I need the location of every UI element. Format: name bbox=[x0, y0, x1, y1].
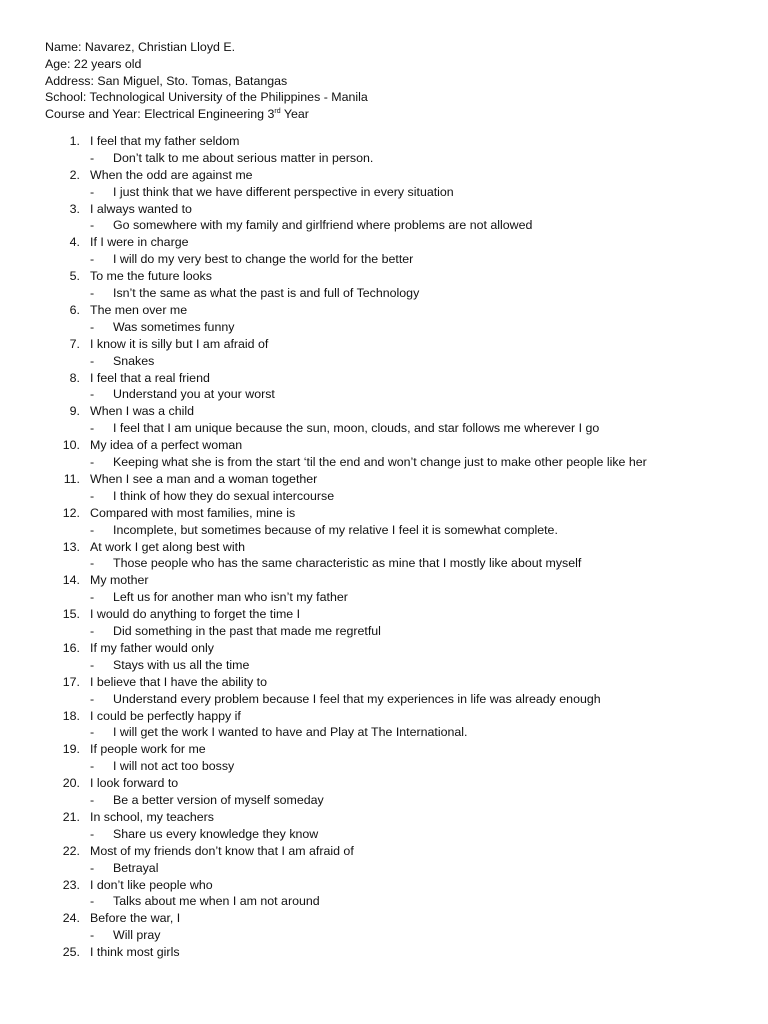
item-number: 20. bbox=[62, 776, 80, 791]
answer-line bbox=[0, 285, 768, 302]
list-item bbox=[0, 606, 768, 640]
answer-dash: - bbox=[90, 793, 95, 808]
address-line: Address: San Miguel, Sto. Tomas, Batangas bbox=[45, 73, 288, 88]
item-number: 8. bbox=[69, 370, 80, 385]
prompt-line bbox=[0, 370, 768, 387]
item-number: 12. bbox=[62, 505, 80, 520]
list-item bbox=[0, 775, 768, 809]
prompt-line bbox=[0, 674, 768, 691]
answer-line bbox=[0, 420, 768, 437]
answer-line bbox=[0, 454, 768, 471]
answer-line bbox=[0, 386, 768, 403]
prompt-line bbox=[0, 234, 768, 251]
prompt-text: If I were in charge bbox=[90, 235, 189, 250]
prompt-text: Most of my friends don’t know that I am afraid of bbox=[90, 843, 354, 858]
answer-line bbox=[0, 353, 768, 370]
list-item bbox=[0, 843, 768, 877]
answer-line bbox=[0, 150, 768, 167]
course-year-line bbox=[45, 106, 745, 123]
item-number: 13. bbox=[62, 539, 80, 554]
prompt-text: I feel that a real friend bbox=[90, 370, 210, 385]
prompt-text: In school, my teachers bbox=[90, 809, 214, 824]
answer-text: Did something in the past that made me regretful bbox=[113, 624, 381, 639]
list-item bbox=[0, 539, 768, 573]
answer-line bbox=[0, 826, 768, 843]
answer-text: Be a better version of myself someday bbox=[113, 793, 324, 808]
answer-dash: - bbox=[90, 657, 95, 672]
prompt-text: The men over me bbox=[90, 302, 188, 317]
answer-dash: - bbox=[90, 252, 95, 267]
answer-dash: - bbox=[90, 826, 95, 841]
prompt-text: If my father would only bbox=[90, 640, 214, 655]
prompt-text: My idea of a perfect woman bbox=[90, 438, 243, 453]
answer-line bbox=[0, 860, 768, 877]
answer-text: Go somewhere with my family and girlfriend where problems are not allowed bbox=[113, 218, 533, 233]
item-number: 9. bbox=[69, 404, 80, 419]
list-item bbox=[0, 708, 768, 742]
answer-text: Snakes bbox=[113, 353, 155, 368]
list-item bbox=[0, 572, 768, 606]
list-item bbox=[0, 370, 768, 404]
answer-dash: - bbox=[90, 522, 95, 537]
prompt-text: I feel that my father seldom bbox=[90, 134, 240, 148]
answer-line bbox=[0, 792, 768, 809]
list-item bbox=[0, 167, 768, 201]
answer-text: Don’t talk to me about serious matter in person. bbox=[113, 150, 374, 165]
prompt-text: I know it is silly but I am afraid of bbox=[90, 336, 269, 351]
answer-line bbox=[0, 657, 768, 674]
item-number: 11. bbox=[63, 471, 80, 486]
prompt-line bbox=[0, 539, 768, 556]
item-number: 4. bbox=[69, 235, 80, 250]
item-number: 22. bbox=[62, 843, 80, 858]
answer-line bbox=[0, 217, 768, 234]
answer-dash: - bbox=[90, 218, 95, 233]
answer-line bbox=[0, 691, 768, 708]
prompt-line bbox=[0, 877, 768, 894]
list-item bbox=[0, 505, 768, 539]
list-item bbox=[0, 910, 768, 944]
prompt-line bbox=[0, 505, 768, 522]
item-number: 24. bbox=[62, 911, 80, 926]
item-number: 15. bbox=[62, 607, 80, 622]
answer-dash: - bbox=[90, 590, 95, 605]
prompt-text: My mother bbox=[90, 573, 149, 588]
item-number: 1. bbox=[69, 134, 80, 148]
list-item bbox=[0, 877, 768, 911]
answer-dash: - bbox=[90, 624, 95, 639]
answer-text: Betrayal bbox=[113, 860, 159, 875]
item-number: 2. bbox=[69, 167, 80, 182]
prompt-line bbox=[0, 471, 768, 488]
answer-line bbox=[0, 488, 768, 505]
item-number: 21. bbox=[62, 809, 80, 824]
answer-text: I feel that I am unique because the sun, moon, clouds, and star follows me wherever I go bbox=[113, 421, 600, 436]
course-year-suffix: Year bbox=[280, 107, 309, 122]
answer-line bbox=[0, 724, 768, 741]
prompt-line bbox=[0, 572, 768, 589]
item-number: 16. bbox=[62, 640, 80, 655]
prompt-line bbox=[0, 910, 768, 927]
list-item bbox=[0, 201, 768, 235]
prompt-text: To me the future looks bbox=[90, 269, 212, 284]
answer-text: Keeping what she is from the start ‘til the end and won’t change just to make other people like her bbox=[113, 455, 647, 470]
prompt-text: At work I get along best with bbox=[90, 539, 245, 554]
answer-text: Share us every knowledge they know bbox=[113, 826, 319, 841]
answer-dash: - bbox=[90, 928, 95, 943]
answer-dash: - bbox=[90, 894, 95, 909]
prompt-text: I could be perfectly happy if bbox=[90, 708, 241, 723]
answer-dash: - bbox=[90, 488, 95, 503]
item-number: 25. bbox=[62, 945, 80, 960]
prompt-text: I believe that I have the ability to bbox=[90, 674, 268, 689]
answer-text: Will pray bbox=[113, 928, 161, 943]
item-number: 3. bbox=[69, 201, 80, 216]
answer-text: I think of how they do sexual intercourse bbox=[113, 488, 335, 503]
age-line: Age: 22 years old bbox=[45, 56, 142, 71]
answer-line bbox=[0, 758, 768, 775]
prompt-line bbox=[0, 336, 768, 353]
answer-text: Isn’t the same as what the past is and full of Technology bbox=[113, 286, 420, 301]
course-year-superscript: rd bbox=[274, 108, 281, 116]
prompt-text: I look forward to bbox=[90, 776, 179, 791]
list-item bbox=[0, 471, 768, 505]
answer-dash: - bbox=[90, 387, 95, 402]
answer-text: I will not act too bossy bbox=[113, 759, 235, 774]
prompt-line bbox=[0, 133, 768, 150]
list-item bbox=[0, 809, 768, 843]
answer-text: I will get the work I wanted to have and Play at The International. bbox=[113, 725, 468, 740]
answer-line bbox=[0, 555, 768, 572]
prompt-line bbox=[0, 809, 768, 826]
prompt-line bbox=[0, 843, 768, 860]
list-item bbox=[0, 133, 768, 167]
answer-dash: - bbox=[90, 455, 95, 470]
answer-dash: - bbox=[90, 150, 95, 165]
list-item bbox=[0, 302, 768, 336]
answer-text: Incomplete, but sometimes because of my relative I feel it is somewhat complete. bbox=[113, 522, 558, 537]
prompt-text: When I was a child bbox=[90, 404, 194, 419]
list-item bbox=[0, 336, 768, 370]
list-item bbox=[0, 741, 768, 775]
prompt-text: I don’t like people who bbox=[90, 877, 213, 892]
name-line: Name: Navarez, Christian Lloyd E. bbox=[45, 40, 236, 54]
item-number: 23. bbox=[62, 877, 80, 892]
answer-text: Talks about me when I am not around bbox=[113, 894, 320, 909]
prompt-text: Before the war, I bbox=[90, 911, 181, 926]
prompt-line bbox=[0, 167, 768, 184]
prompt-line bbox=[0, 437, 768, 454]
answer-dash: - bbox=[90, 556, 95, 571]
item-number: 18. bbox=[62, 708, 80, 723]
prompt-line bbox=[0, 606, 768, 623]
prompt-text: If people work for me bbox=[90, 742, 206, 757]
answer-dash: - bbox=[90, 691, 95, 706]
course-year-prefix: Course and Year: Electrical Engineering 3 bbox=[45, 107, 275, 122]
prompt-text: I always wanted to bbox=[90, 201, 192, 216]
answer-text: Those people who has the same characteristic as mine that I mostly like about myself bbox=[113, 556, 582, 571]
answer-dash: - bbox=[90, 421, 95, 436]
item-number: 10. bbox=[62, 438, 80, 453]
prompt-line bbox=[0, 944, 768, 961]
prompt-line bbox=[0, 403, 768, 420]
prompt-text: I would do anything to forget the time I bbox=[90, 607, 301, 622]
answer-dash: - bbox=[90, 860, 95, 875]
answer-line bbox=[0, 623, 768, 640]
prompt-line bbox=[0, 741, 768, 758]
answer-dash: - bbox=[90, 286, 95, 301]
answer-text: Stays with us all the time bbox=[113, 657, 250, 672]
answer-line bbox=[0, 184, 768, 201]
answer-dash: - bbox=[90, 759, 95, 774]
item-number: 17. bbox=[62, 674, 80, 689]
item-number: 7. bbox=[69, 336, 80, 351]
list-item bbox=[0, 674, 768, 708]
sentence-completion-list bbox=[0, 133, 768, 978]
list-item bbox=[0, 437, 768, 471]
list-item bbox=[0, 268, 768, 302]
answer-dash: - bbox=[90, 319, 95, 334]
prompt-line bbox=[0, 775, 768, 792]
prompt-line bbox=[0, 640, 768, 657]
answer-text: I just think that we have different perspective in every situation bbox=[113, 184, 454, 199]
prompt-line bbox=[0, 708, 768, 725]
list-item bbox=[0, 234, 768, 268]
answer-text: Was sometimes funny bbox=[113, 319, 235, 334]
answer-dash: - bbox=[90, 725, 95, 740]
answer-text: Understand you at your worst bbox=[113, 387, 275, 402]
answer-line bbox=[0, 589, 768, 606]
prompt-line bbox=[0, 302, 768, 319]
answer-line bbox=[0, 251, 768, 268]
answer-line bbox=[0, 893, 768, 910]
answer-text: Left us for another man who isn’t my father bbox=[113, 590, 348, 605]
answer-line bbox=[0, 319, 768, 336]
item-number: 6. bbox=[69, 302, 80, 317]
list-item bbox=[0, 403, 768, 437]
answer-text: I will do my very best to change the world for the better bbox=[113, 252, 414, 267]
answer-dash: - bbox=[90, 353, 95, 368]
item-number: 19. bbox=[62, 742, 80, 757]
item-number: 5. bbox=[69, 269, 80, 284]
answer-line bbox=[0, 522, 768, 539]
answer-text: Understand every problem because I feel that my experiences in life was already enough bbox=[113, 691, 601, 706]
prompt-text: When I see a man and a woman together bbox=[90, 471, 318, 486]
prompt-line bbox=[0, 201, 768, 218]
answer-dash: - bbox=[90, 184, 95, 199]
prompt-text: When the odd are against me bbox=[90, 167, 253, 182]
answer-line bbox=[0, 927, 768, 944]
prompt-text: Compared with most families, mine is bbox=[90, 505, 296, 520]
school-line: School: Technological University of the Philippines - Manila bbox=[45, 90, 368, 105]
student-info-header bbox=[45, 39, 745, 123]
prompt-text: I think most girls bbox=[90, 945, 180, 960]
list-item bbox=[0, 944, 768, 978]
list-item bbox=[0, 640, 768, 674]
prompt-line bbox=[0, 268, 768, 285]
item-number: 14. bbox=[62, 573, 80, 588]
